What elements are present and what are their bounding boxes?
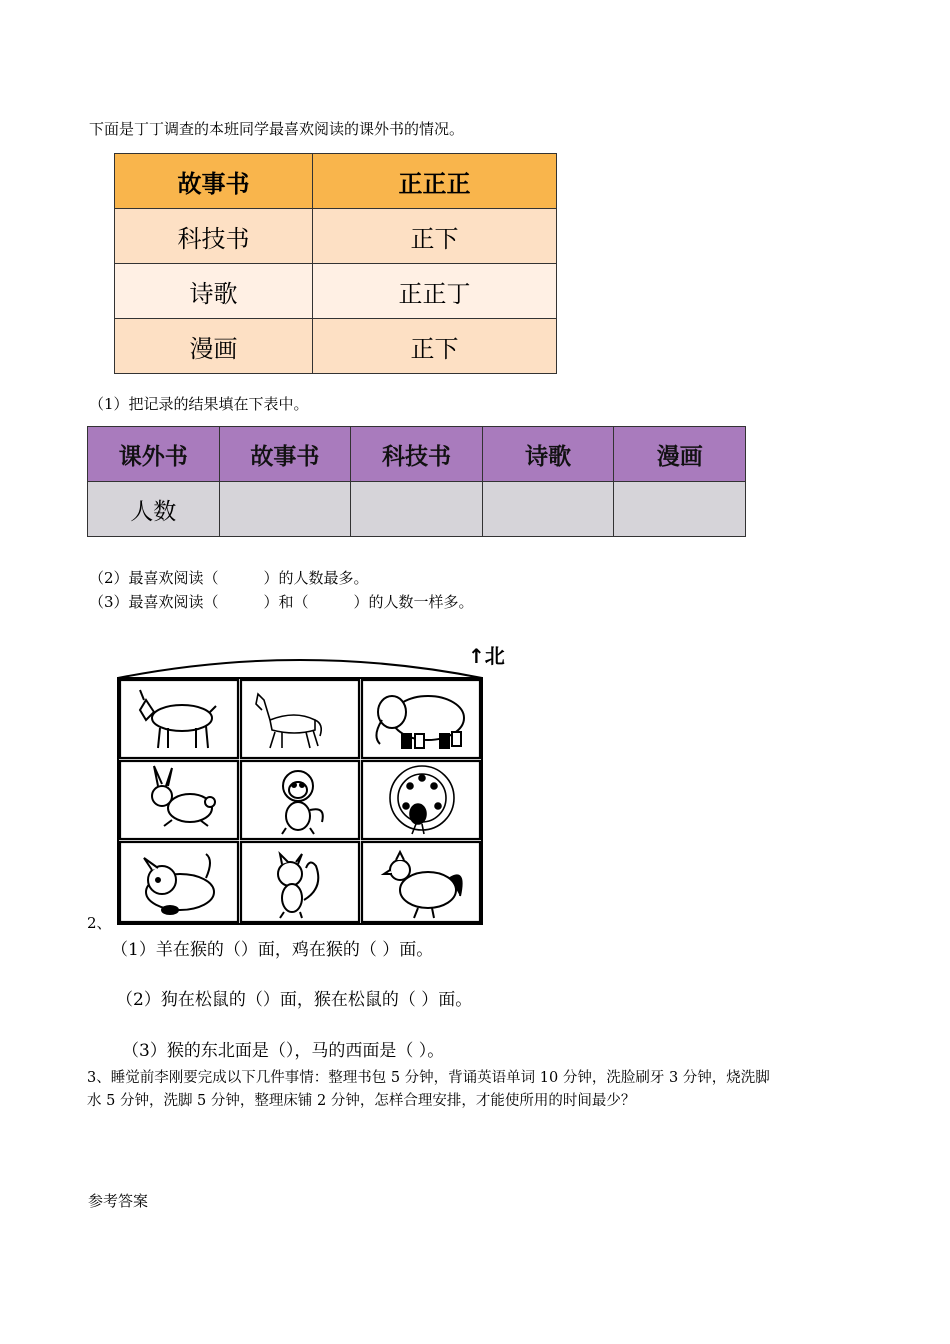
rooster-icon [384, 852, 462, 918]
tally-row [115, 319, 557, 374]
tally-book: 漫画 [115, 319, 313, 374]
part2-question-2: （2）狗在松鼠的（）面，猴在松鼠的（ ）面。 [116, 990, 473, 1010]
question-3: （3）最喜欢阅读（ ）和（ ）的人数一样多。 [89, 593, 474, 611]
peacock-icon [390, 766, 454, 834]
answer-heading: 参考答案 [88, 1192, 149, 1210]
fill-header: 科技书 [351, 427, 483, 482]
tally-row [115, 264, 557, 319]
section-3-line-2: 水 5 分钟，洗脚 5 分钟，整理床铺 2 分钟，怎样合理安排，才能使所用的时间最少？ [87, 1093, 636, 1109]
tally-book: 诗歌 [115, 264, 313, 319]
fill-cell-science[interactable] [351, 482, 483, 537]
monkey-icon [282, 771, 323, 834]
dog-icon [144, 854, 214, 914]
tally-marks: 正正正 [313, 154, 557, 209]
tally-book: 科技书 [115, 209, 313, 264]
tally-marks: 正下 [313, 209, 557, 264]
tally-table [114, 153, 557, 374]
section-3-line-1: 3、睡觉前李刚要完成以下几件事情：整理书包 5 分钟，背诵英语单词 10 分钟，洗脸刷牙 3 分钟，烧洗脚 [87, 1070, 770, 1086]
fill-header: 漫画 [614, 427, 746, 482]
zoo-map [110, 648, 490, 930]
part2-question-1: （1）羊在猴的（）面，鸡在猴的（ ）面。 [111, 940, 434, 960]
tally-marks: 正正丁 [313, 264, 557, 319]
fill-cell-poetry[interactable] [482, 482, 614, 537]
question-2: （2）最喜欢阅读（ ）的人数最多。 [89, 569, 369, 587]
section-2-label: 2、 [87, 914, 112, 932]
tally-row [115, 154, 557, 209]
part2-question-3: （3）猴的东北面是（），马的西面是（ ）。 [122, 1041, 445, 1061]
elephant-icon [376, 696, 464, 748]
fill-header: 故事书 [219, 427, 351, 482]
compass-north: ↑北 [468, 644, 505, 668]
rabbit-icon [152, 766, 215, 826]
fill-header: 课外书 [88, 427, 220, 482]
fill-table [87, 426, 746, 537]
horse-icon [256, 694, 321, 748]
squirrel-icon [278, 854, 318, 918]
tally-book: 故事书 [115, 154, 313, 209]
question-1: （1）把记录的结果填在下表中。 [89, 395, 309, 413]
tally-marks: 正下 [313, 319, 557, 374]
tally-row [115, 209, 557, 264]
roof-arc [118, 660, 482, 678]
goat-icon [140, 690, 216, 748]
intro-text: 下面是丁丁调查的本班同学最喜欢阅读的课外书的情况。 [89, 120, 465, 138]
fill-cell-story[interactable] [219, 482, 351, 537]
fill-cell-comics[interactable] [614, 482, 746, 537]
fill-header: 诗歌 [482, 427, 614, 482]
fill-row-label: 人数 [88, 482, 220, 537]
